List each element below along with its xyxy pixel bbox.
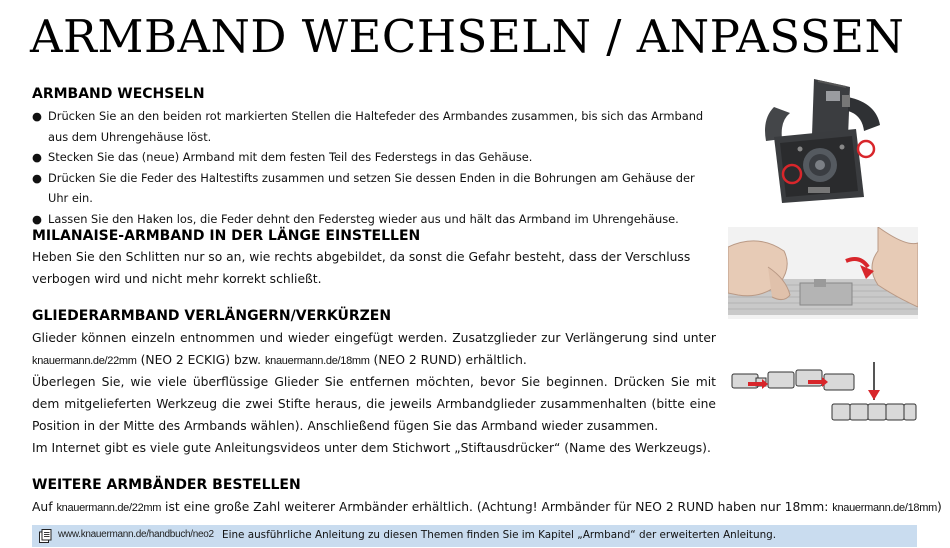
section-heading-gliederarmband: GLIEDERARMBAND VERLÄNGERN/VERKÜRZEN bbox=[32, 308, 392, 324]
link-22mm-shop[interactable]: knauermann.de/22mm bbox=[56, 502, 162, 514]
gliederarmband-text: Glieder können einzeln entnommen und wieder eingefügt werden. Zusatzglieder zur Verlängerung sind unter knauermann.de/22mm (NEO 2 ECKIG) bzw. knauermann.de/18mm (NEO 2 RUND) erhältlich. Überlegen Sie, wie viele überflüssige Glieder Sie entfernen möchten, bevor Sie beginnen. Drücken Sie mit dem mitgelieferten Werkzeug die zwei Stifte heraus, die jeweils Armbandglieder zusammenhalten (bitte eine Position in der Mitte des Armbands wählen). Anschließend fügen Sie das Armband wieder zusammen. Im Internet gibt es viele gute Anleitungsvideos unter dem Stichwort „Stiftausdrücker“ (Name des Werkzeugs). bbox=[32, 328, 716, 459]
page-title: ARMBAND WECHSELN / ANPASSEN bbox=[30, 10, 905, 63]
manual-link[interactable]: www.knauermann.de/handbuch/neo2 bbox=[58, 529, 214, 540]
watch-strap-image bbox=[752, 79, 892, 204]
link-22mm[interactable]: knauermann.de/22mm bbox=[32, 354, 137, 367]
footer-bar bbox=[32, 525, 917, 547]
section-heading-milanaise: MILANAISE-ARMBAND IN DER LÄNGE EINSTELLEN bbox=[32, 228, 421, 244]
list-item: ● Drücken Sie an den beiden rot markierten Stellen die Haltefeder des Armbandes zusammen, bis sich das Armband aus dem Uhrengehäuse löst. bbox=[32, 109, 704, 144]
link-18mm-shop[interactable]: knauermann.de/18mm bbox=[832, 502, 937, 514]
list-item: ● Drücken Sie die Feder des Haltestifts zusammen und setzen Sie dessen Enden in die Bohrungen am Gehäuse der Uhr ein. bbox=[32, 170, 695, 206]
link-18mm[interactable]: knauermann.de/18mm bbox=[264, 354, 370, 367]
book-icon bbox=[39, 529, 52, 543]
gliederarmband-video-hint: Im Internet gibt es viele gute Anleitungsvideos unter dem Stichwort „Stiftausdrücker“ (Name des Werkzeugs). bbox=[32, 440, 711, 455]
link-bracelet-image bbox=[728, 360, 918, 430]
milanaise-band-image bbox=[728, 227, 918, 319]
footer-note: Eine ausführliche Anleitung zu diesen Themen finden Sie im Kapitel „Armband“ der erweiterten Anleitung. bbox=[222, 529, 777, 541]
section-heading-weitere-armbaender: WEITERE ARMBÄNDER BESTELLEN bbox=[32, 477, 301, 493]
section-heading-armband-wechseln: ARMBAND WECHSELN bbox=[32, 86, 205, 102]
armband-wechseln-list bbox=[32, 106, 717, 230]
gliederarmband-instructions: Überlegen Sie, wie viele überflüssige Glieder Sie entfernen möchten, bevor Sie beginnen. Drücken Sie mit dem mitgelieferten Werkzeug die zwei Stifte heraus, die jeweils Armbandglieder zusammenhalten (bitte eine Position in der Mitte des Armbands wählen). Anschließend fügen Sie das Armband wieder zusammen. bbox=[32, 375, 716, 433]
weitere-armbaender-text: Auf knauermann.de/22mm ist eine große Zahl weiterer Armbänder erhältlich. (Achtung! Armbänder für NEO 2 RUND haben nur 18mm: knauermann.de/18mm) bbox=[32, 500, 942, 514]
milanaise-text: Heben Sie den Schlitten nur so an, wie rechts abgebildet, da sonst die Gefahr besteht, dass der Verschluss verbogen wird und nicht mehr korrekt schließt. bbox=[32, 250, 691, 286]
list-item: ● Lassen Sie den Haken los, die Feder dehnt den Federsteg wieder aus und hält das Armband im Uhrengehäuse. bbox=[32, 211, 679, 226]
list-item: ● Stecken Sie das (neue) Armband mit dem festen Teil des Federstegs in das Gehäuse. bbox=[32, 150, 533, 165]
